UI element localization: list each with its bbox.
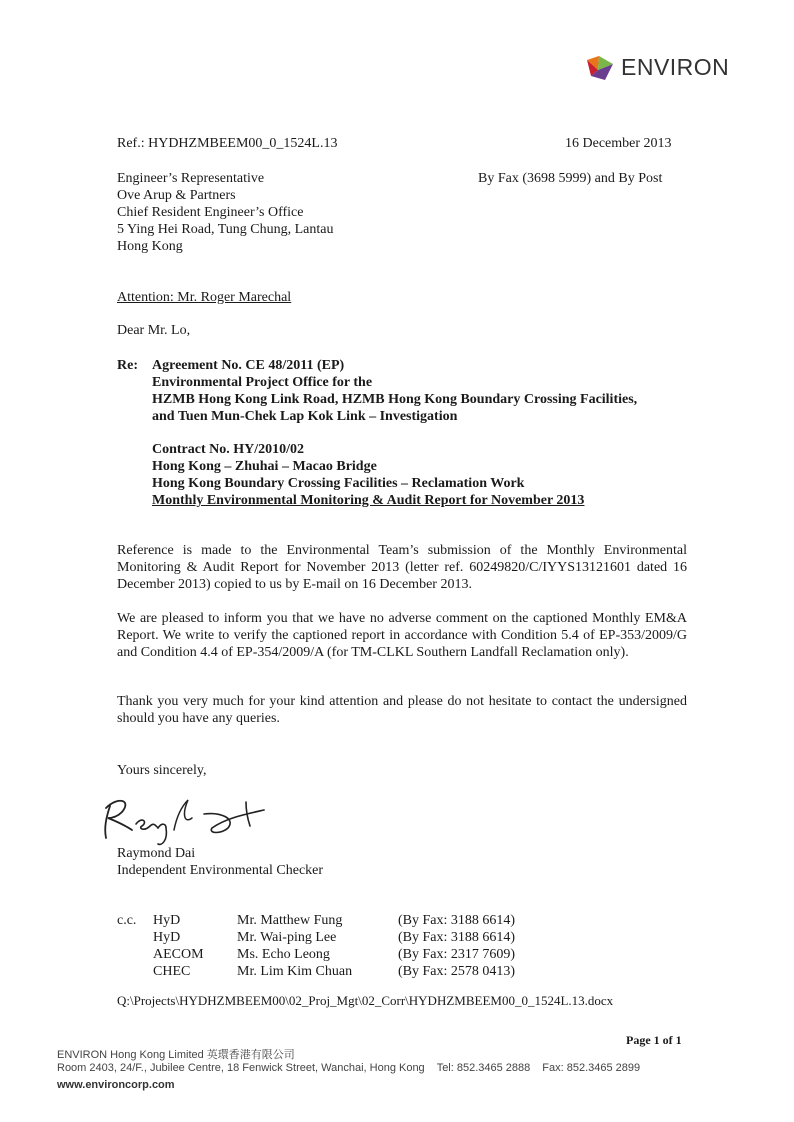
contract-block bbox=[152, 441, 584, 509]
cc-org: AECOM bbox=[153, 947, 204, 962]
cc-name: Mr. Matthew Fung bbox=[237, 913, 343, 928]
footer-company: ENVIRON Hong Kong Limited 英環香港有限公司 bbox=[57, 1049, 295, 1061]
closing: Yours sincerely, bbox=[117, 763, 207, 778]
re-line: HZMB Hong Kong Link Road, HZMB Hong Kong Boundary Crossing Facilities, bbox=[152, 392, 638, 407]
cc-fax: (By Fax: 2317 7609) bbox=[398, 947, 516, 962]
logo-wordmark: ENVIRON bbox=[621, 53, 730, 80]
cc-row bbox=[153, 963, 515, 980]
footer-fax: Fax: 852.3465 2899 bbox=[542, 1062, 641, 1074]
re-line: Environmental Project Office for the bbox=[152, 375, 373, 390]
cc-row bbox=[153, 912, 515, 929]
cc-name: Ms. Echo Leong bbox=[237, 947, 330, 962]
handwritten-signature bbox=[96, 788, 286, 850]
body-paragraph-1: Reference is made to the Environmental Team’s submission of the Monthly Environmental Monitoring & Audit Report for November 2013 (letter ref. 60249820/C/IYYS13121601 dated 16 December 2013) copied to us by E-mail on 16 December 2013. bbox=[117, 543, 687, 592]
cc-row bbox=[153, 929, 515, 946]
contract-line: Contract No. HY/2010/02 bbox=[152, 442, 305, 457]
file-path: Q:\Projects\HYDHZMBEEM00\02_Proj_Mgt\02_Corr\HYDHZMBEEM00_0_1524L.13.docx bbox=[117, 993, 614, 1008]
cc-org: HyD bbox=[153, 913, 181, 928]
re-line: Agreement No. CE 48/2011 (EP) bbox=[152, 358, 345, 373]
cc-table bbox=[153, 912, 515, 980]
cc-label: c.c. bbox=[117, 913, 137, 928]
letter-date: 16 December 2013 bbox=[565, 136, 672, 151]
salutation: Dear Mr. Lo, bbox=[117, 323, 191, 338]
attention-line: Attention: Mr. Roger Marechal bbox=[117, 290, 292, 305]
cc-row bbox=[153, 946, 515, 963]
recipient-line: Hong Kong bbox=[117, 239, 183, 254]
recipient-line: 5 Ying Hei Road, Tung Chung, Lantau bbox=[117, 222, 334, 237]
re-line: and Tuen Mun-Chek Lap Kok Link – Investigation bbox=[152, 409, 458, 424]
cc-org: CHEC bbox=[153, 964, 191, 979]
footer-contact bbox=[57, 1062, 640, 1074]
body-paragraph-3: Thank you very much for your kind attention and please do not hesitate to contact the undersigned should you have any queries. bbox=[117, 694, 687, 726]
signatory-title: Independent Environmental Checker bbox=[117, 863, 324, 878]
cc-name: Mr. Lim Kim Chuan bbox=[237, 964, 353, 979]
delivery-method: By Fax (3698 5999) and By Post bbox=[478, 171, 663, 186]
footer-tel: Tel: 852.3465 2888 bbox=[436, 1062, 531, 1074]
cc-fax: (By Fax: 3188 6614) bbox=[398, 930, 516, 945]
footer-address: Room 2403, 24/F., Jubilee Centre, 18 Fenwick Street, Wanchai, Hong Kong bbox=[57, 1062, 425, 1074]
footer-website: www.environcorp.com bbox=[57, 1079, 175, 1091]
signatory-name: Raymond Dai bbox=[117, 846, 196, 861]
report-subject: Monthly Environmental Monitoring & Audit Report for November 2013 bbox=[152, 493, 585, 508]
reference-number: Ref.: HYDHZMBEEM00_0_1524L.13 bbox=[117, 136, 338, 151]
cc-name: Mr. Wai-ping Lee bbox=[237, 930, 337, 945]
environ-logo bbox=[585, 50, 729, 84]
recipient-line: Chief Resident Engineer’s Office bbox=[117, 205, 304, 220]
recipient-address bbox=[117, 170, 334, 255]
re-subject-block bbox=[152, 357, 637, 425]
contract-line: Hong Kong Boundary Crossing Facilities – Reclamation Work bbox=[152, 476, 525, 491]
cc-org: HyD bbox=[153, 930, 181, 945]
body-paragraph-2: We are pleased to inform you that we have no adverse comment on the captioned Monthly EM&A Report. We write to verify the captioned report in accordance with Condition 5.4 of EP-353/2009/G and Condition 4.4 of EP-354/2009/A (for TM-CLKL Southern Landfall Reclamation only). bbox=[117, 611, 687, 660]
environ-logo-icon bbox=[585, 52, 615, 82]
page-number: Page 1 of 1 bbox=[626, 1033, 682, 1047]
recipient-line: Ove Arup & Partners bbox=[117, 188, 236, 203]
cc-fax: (By Fax: 3188 6614) bbox=[398, 913, 516, 928]
cc-fax: (By Fax: 2578 0413) bbox=[398, 964, 516, 979]
contract-line: Hong Kong – Zhuhai – Macao Bridge bbox=[152, 459, 377, 474]
recipient-line: Engineer’s Representative bbox=[117, 171, 265, 186]
re-label: Re: bbox=[117, 358, 138, 373]
